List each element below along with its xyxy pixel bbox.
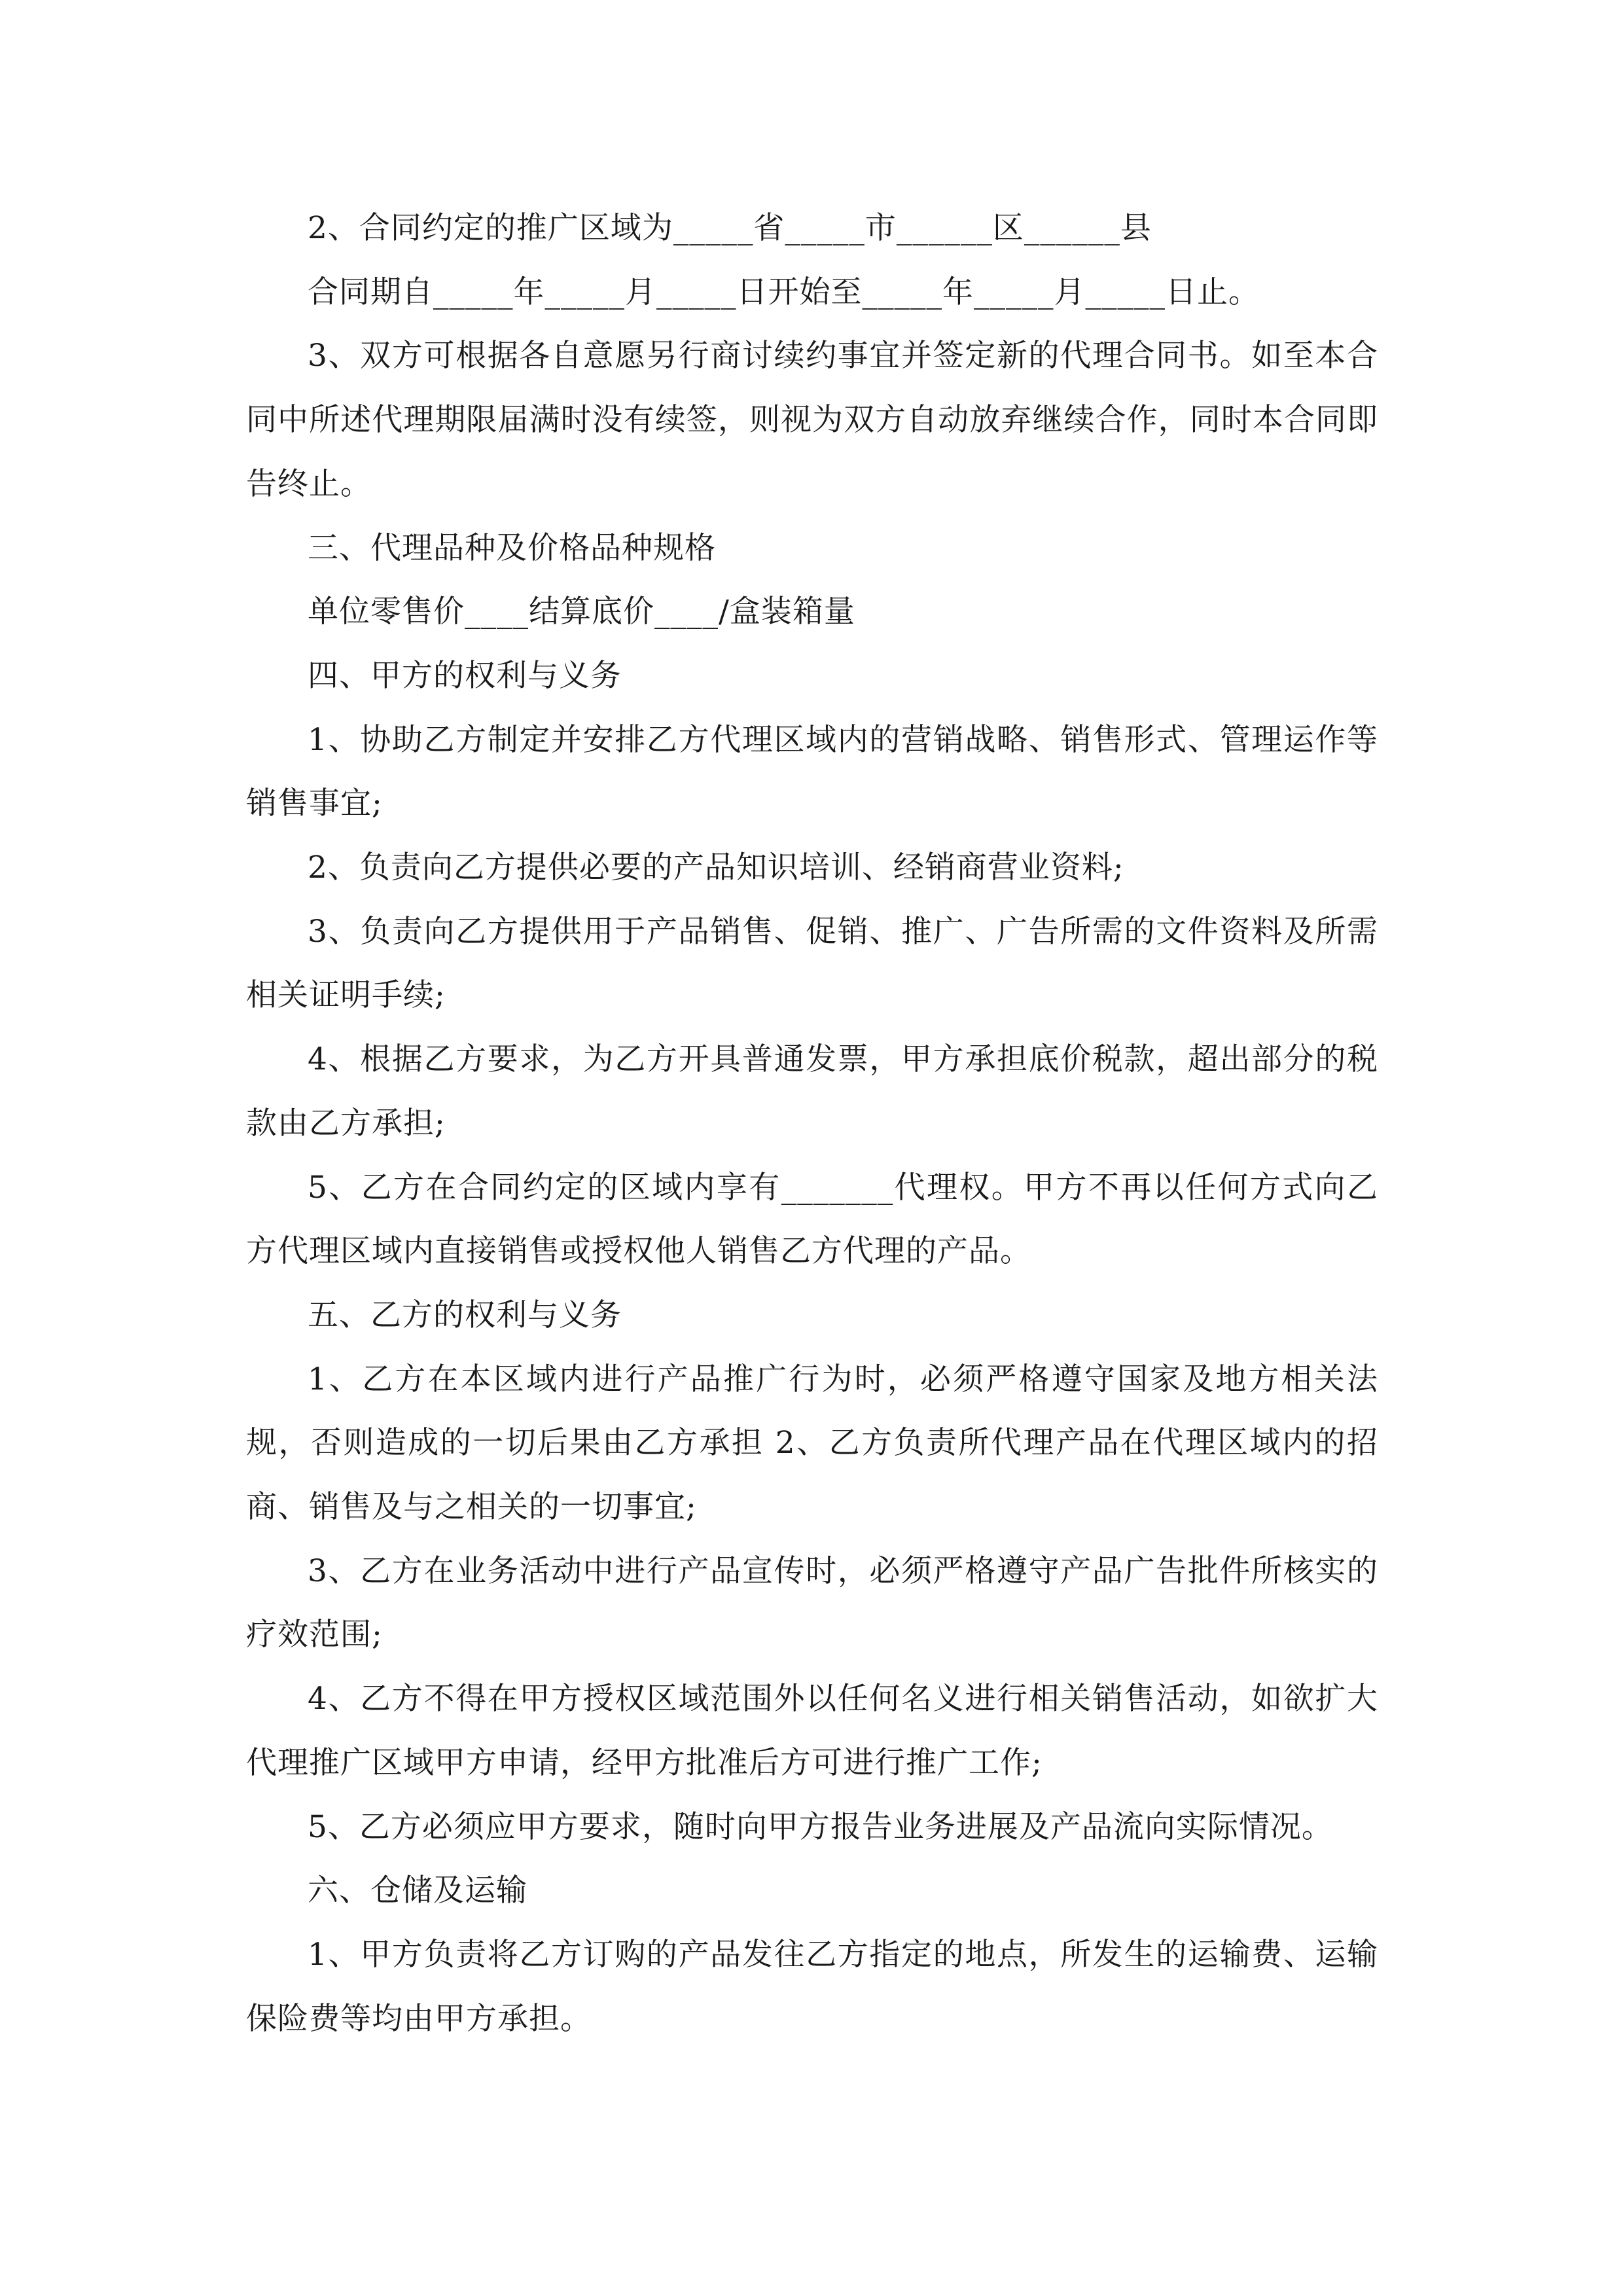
section-heading-products: 三、代理品种及价格品种规格 <box>308 529 716 566</box>
paragraph-party-a-item-4: 4、根据乙方要求，为乙方开具普通发票，甲方承担底价税款，超出部分的税款由乙方承担; <box>246 1041 1378 1141</box>
section-heading-party-a: 四、甲方的权利与义务 <box>308 657 622 694</box>
paragraph-party-a-item-5: 5、乙方在合同约定的区域内享有_______代理权。甲方不再以任何方式向乙方代理区域内直接销售或授权他人销售乙方代理的产品。 <box>246 1169 1378 1270</box>
paragraph-party-a-item-3: 3、负责向乙方提供用于产品销售、促销、推广、广告所需的文件资料及所需相关证明手续; <box>246 913 1378 1014</box>
paragraph-storage-item-1: 1、甲方负责将乙方订购的产品发往乙方指定的地点，所发生的运输费、运输保险费等均由甲方承担。 <box>246 1936 1378 2037</box>
paragraph-party-b-item-5: 5、乙方必须应甲方要求，随时向甲方报告业务进展及产品流向实际情况。 <box>308 1808 1333 1845</box>
section-heading-party-b: 五、乙方的权利与义务 <box>308 1297 622 1333</box>
paragraph-price-line: 单位零售价____结算底价____/盒装箱量 <box>308 594 855 630</box>
section-heading-storage: 六、仓储及运输 <box>308 1873 527 1909</box>
document-body <box>246 196 1378 2051</box>
paragraph-party-b-item-4: 4、乙方不得在甲方授权区域范围外以任何名义进行相关销售活动，如欲扩大代理推广区域甲方申请，经甲方批准后方可进行推广工作; <box>246 1681 1378 1781</box>
paragraph-contract-period: 合同期自_____年_____月_____日开始至_____年_____月_____日止。 <box>308 274 1260 310</box>
paragraph-party-b-item-1: 1、乙方在本区域内进行产品推广行为时，必须严格遵守国家及地方相关法规，否则造成的一切后果由乙方承担 2、乙方负责所代理产品在代理区域内的招商、销售及与之相关的一切事宜; <box>246 1361 1378 1526</box>
paragraph-party-a-item-2: 2、负责向乙方提供必要的产品知识培训、经销商营业资料; <box>308 850 1124 886</box>
paragraph-region-clause: 2、合同约定的推广区域为_____省_____市______区______县 <box>308 210 1152 246</box>
paragraph-party-b-item-3: 3、乙方在业务活动中进行产品宣传时，必须严格遵守产品广告批件所核实的疗效范围; <box>246 1552 1378 1653</box>
paragraph-renewal-clause: 3、双方可根据各自意愿另行商讨续约事宜并签定新的代理合同书。如至本合同中所述代理期限届满时没有续签，则视为双方自动放弃继续合作，同时本合同即告终止。 <box>246 338 1378 502</box>
paragraph-party-a-item-1: 1、协助乙方制定并安排乙方代理区域内的营销战略、销售形式、管理运作等销售事宜; <box>246 721 1378 822</box>
